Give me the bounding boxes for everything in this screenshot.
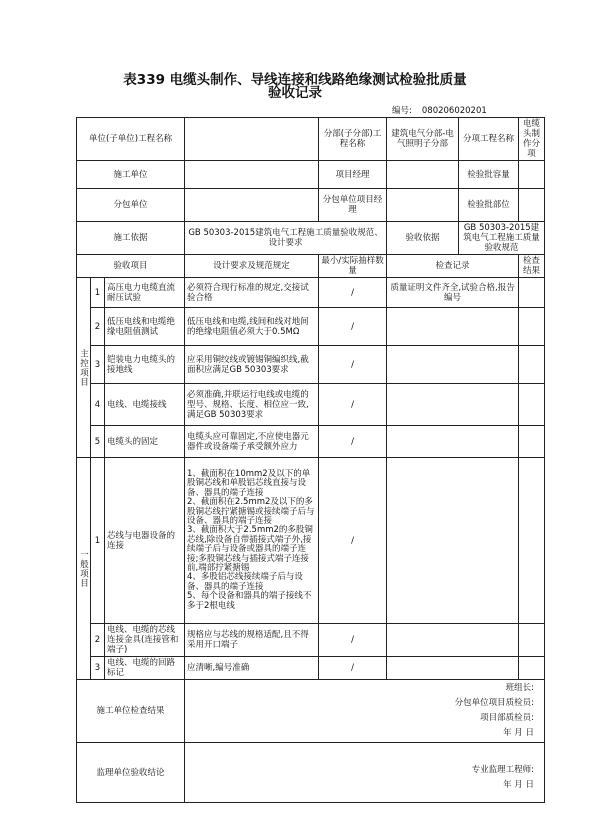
acceptance-basis-value: GB 50303-2015建筑电气工程施工质量验收规范 [459,222,545,255]
general-items-label: 一般项目 [77,458,91,680]
supervision-result-label: 监理单位验收结论 [77,743,185,803]
item-no: 2 [91,308,105,346]
item-no: 1 [91,458,105,624]
col-item-header: 验收项目 [77,255,185,278]
supervision-signatures[interactable] [185,743,545,803]
contractor-value[interactable] [185,161,319,189]
contractor-label: 施工单位 [77,161,185,189]
item-result[interactable] [519,624,545,657]
main-items-label: 主控项目 [77,278,91,458]
item-sample[interactable]: / [319,657,387,680]
item-result[interactable] [519,278,545,308]
pm-value[interactable] [387,161,459,189]
construction-result-label: 施工单位检查结果 [77,680,185,743]
col-record-header: 检查记录 [387,255,519,278]
item-name: 电线、电缆接线 [105,384,185,426]
item-sample[interactable]: / [319,278,387,308]
division-value[interactable]: 建筑电气分部-电气照明子分部 [387,118,459,161]
item-result[interactable] [519,458,545,624]
basis-label: 施工依据 [77,222,185,255]
inspection-table [76,117,545,803]
item-requirement: 规格应与芯线的规格适配,且不得采用开口端子 [185,624,319,657]
item-result[interactable] [519,346,545,384]
item-requirement: 必须准确,并联运行电线或电缆的型号、规格、长度、相位应一致,满足GB 50303要求 [185,384,319,426]
item-sample[interactable]: / [319,458,387,624]
col-requirement-header: 设计要求及规范规定 [185,255,319,278]
item-record[interactable] [387,657,519,680]
item-record[interactable] [387,346,519,384]
item-sample[interactable]: / [319,384,387,426]
project-qc-line: 项目部质检员: [480,713,535,723]
batch-capacity-value[interactable] [519,161,545,189]
date-line: 年 月 日 [503,779,535,790]
subcontractor-value[interactable] [185,189,319,222]
item-requirement: 低压电线和电缆,线间和线对地间的绝缘电阻值必须大于0.5MΩ [185,308,319,346]
col-sample-header: 最小/实际抽样数量 [319,255,387,278]
item-record[interactable] [387,624,519,657]
team-leader-line: 班组长: [505,683,535,693]
form-title: 表339 电缆头制作、导线连接和线路绝缘测试检验批质量 [123,72,467,88]
subitem-label: 分项工程名称 [459,118,519,161]
unit-value[interactable] [185,118,319,161]
item-record[interactable]: 质量证明文件齐全,试验合格,报告编号 [387,278,519,308]
basis-value: GB 50303-2015建筑电气工程施工质量验收规范、设计要求 [185,222,387,255]
batch-capacity-label: 检验批容量 [459,161,519,189]
item-record[interactable] [387,308,519,346]
item-name: 电线、电缆的回路标记 [105,657,185,680]
sub-pm-label: 分包单位项目经理 [319,189,387,222]
item-name: 芯线与电器设备的连接 [105,458,185,624]
pm-label: 项目经理 [319,161,387,189]
construction-signatures[interactable] [185,680,545,743]
unit-label: 单位(子单位)工程名称 [77,118,185,161]
item-result[interactable] [519,384,545,426]
item-name: 高压电力电缆直流耐压试验 [105,278,185,308]
batch-part-value[interactable] [519,189,545,222]
item-record[interactable] [387,384,519,426]
item-requirement: 应清晰,编号准确 [185,657,319,680]
item-result[interactable] [519,426,545,458]
sub-qc-line: 分包单位项目质检员: [454,698,535,708]
item-name: 电线、电缆的芯线连接金具(连接管和端子) [105,624,185,657]
subcontractor-label: 分包单位 [77,189,185,222]
engineer-line: 专业监理工程师: [471,764,535,775]
item-sample[interactable]: / [319,426,387,458]
subitem-value[interactable]: 电缆头制作分项 [519,118,545,161]
item-sample[interactable]: / [319,308,387,346]
item-name: 铠装电力电缆头的接地线 [105,346,185,384]
division-label: 分部(子分部)工程名称 [319,118,387,161]
item-no: 5 [91,426,105,458]
item-requirement: 1、截面积在10mm2及以下的单股铜芯线和单股铝芯线直接与设备、器具的端子连接 2、截面积在2.5mm2及以下的多股铜芯线拧紧搪锡或接续端子后与设备、器具的端子连接 3、截面积大于2.5mm2的多股铜芯线,除设备自带插接式端子外,接续端子后与设备或器具的端子连接;多股铜芯线与插接式端子连接前,端部拧紧搪锡 4、多股铝芯线接续端子后与设备、器具的端子连接 5、每个设备和器具的端子接线不多于2根电线 [185,458,319,624]
item-result[interactable] [519,657,545,680]
item-requirement: 应采用铜绞线或镀锡铜编织线,截面积应满足GB 50303要求 [185,346,319,384]
code-label: 编号: [392,106,412,116]
item-sample[interactable]: / [319,346,387,384]
item-requirement: 必须符合现行标准的规定,交接试验合格 [185,278,319,308]
item-no: 4 [91,384,105,426]
item-requirement: 电缆头应可靠固定,不应使电器元器件或设备端子承受额外应力 [185,426,319,458]
code-value: 080206020201 [421,106,487,116]
item-sample[interactable]: / [319,624,387,657]
date-line: 年 月 日 [503,728,535,738]
item-no: 3 [91,346,105,384]
item-name: 电缆头的固定 [105,426,185,458]
acceptance-basis-label: 验收依据 [387,222,459,255]
item-no: 3 [91,657,105,680]
form-number [392,104,497,116]
item-record[interactable] [387,426,519,458]
col-result-header: 检查结果 [519,255,545,278]
form-subtitle: 验收记录 [268,85,322,101]
item-no: 1 [91,278,105,308]
item-result[interactable] [519,308,545,346]
item-no: 2 [91,624,105,657]
batch-part-label: 检验批部位 [459,189,519,222]
item-name: 低压电线和电缆绝缘电阻值测试 [105,308,185,346]
item-record[interactable] [387,458,519,624]
sub-pm-value[interactable] [387,189,459,222]
